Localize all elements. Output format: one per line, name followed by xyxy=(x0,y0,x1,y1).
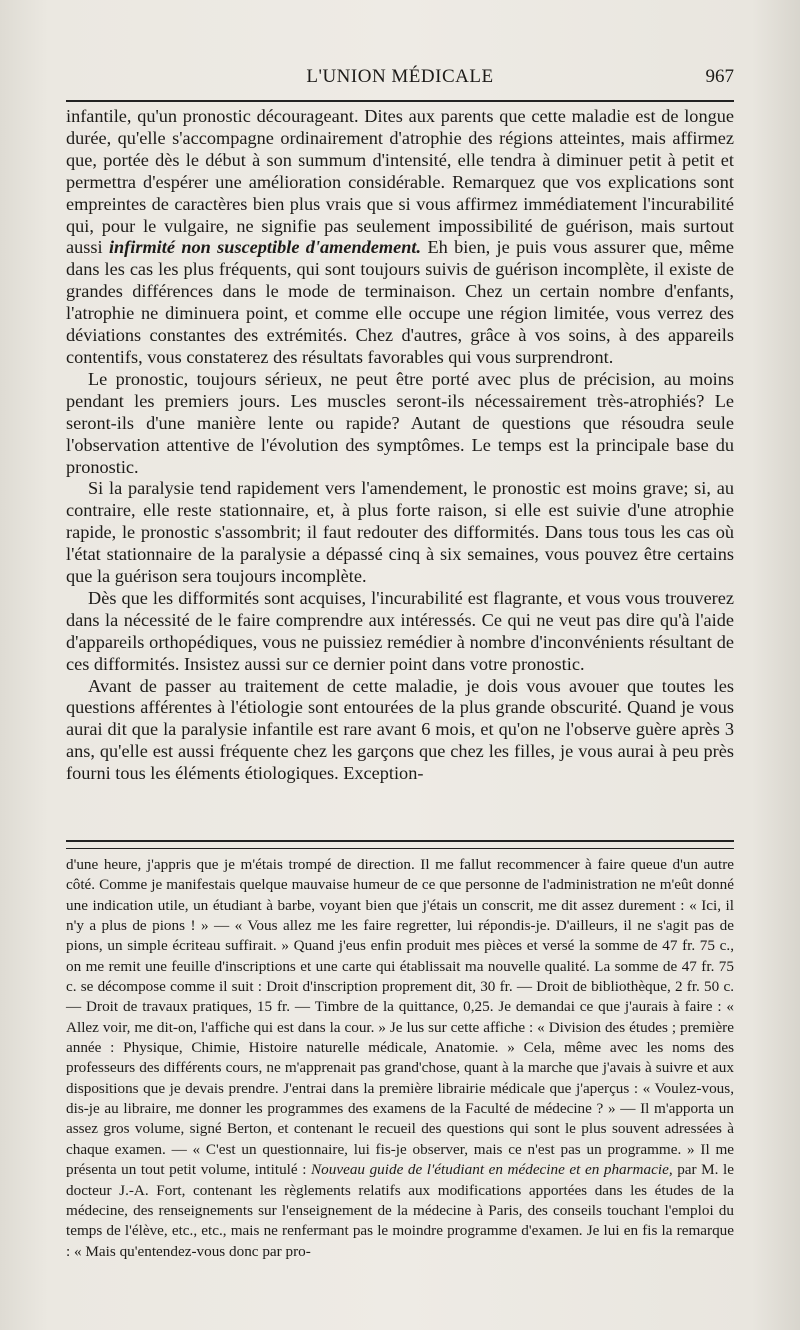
book-title: Nouveau guide de l'étudiant en médecine et en pharmacie, xyxy=(311,1161,673,1179)
feuilleton-separator xyxy=(66,840,734,849)
paragraph-prognosis-precision: Le pronostic, toujours sérieux, ne peut être porté avec plus de précision, au moins pendant les premiers jours. Les muscles seront-ils nécessairement très-atrophiés? Le seront-ils d'une manière lente ou rapide? Autant de questions que résoudra seule l'observation attentive de l'évolution des symptômes. Le temps est la principale base du pronostic. xyxy=(66,368,734,477)
paragraph-prognosis-intro xyxy=(66,106,734,369)
paragraph-text: par M. le docteur J.-A. Fort, contenant les règlements relatifs aux modifications apportées dans les études de la médecine, des renseignements sur l'enseignement de la médecine à Paris, des conseils touchant l'emploi du temps de l'élève, etc., etc., mais ne renfermant pas le moindre programme d'examen. Je lui en fis la remarque : « Mais qu'entendez-vous donc par pro- xyxy=(66,1161,734,1260)
paragraph-deformities: Dès que les difformités sont acquises, l'incurabilité est flagrante, et vous vous trouverez dans la nécessité de le faire comprendre aux intéressés. Ce qui ne veut pas dire qu'à l'aide d'appareils orthopédiques, vous ne puissiez remédier à nombre d'inconvénients résultant de ces difformités. Insistez aussi sur ce dernier point dans votre pronostic. xyxy=(66,587,734,674)
main-article-text xyxy=(66,106,734,785)
page-header xyxy=(66,62,734,96)
page-number: 967 xyxy=(705,66,734,87)
running-title: L'UNION MÉDICALE xyxy=(306,66,494,87)
feuilleton-text xyxy=(66,855,734,1262)
italic-phrase: infirmité non susceptible d'amendement. xyxy=(108,237,422,258)
feuilleton-paragraph xyxy=(66,855,734,1262)
paragraph-text: infantile, qu'un pronostic décourageant. Dites aux parents que cette maladie est de longue durée, qu'elle s'accompagne ordinairement d'atrophie des régions atteintes, mais affirmez que, portée dès le début à son summum d'intensité, elle tendra à diminuer petit à petit et permettra d'espérer une amélioration considérable. Remarquez que vos explications sont empreintes de caractères bien plus vrais que si vous affirmez immédiatement l'incurabilité qui, pour le vulgaire, ne signifie pas seulement impossibilité de guérison, mais surtout aussi xyxy=(66,106,734,258)
paragraph-text: Eh bien, je puis vous assurer que, même dans les cas les plus fréquents, qui sont toujours suivis de guérison incomplète, il existe de grandes différences dans le mode de terminaison. Chez un certain nombre d'enfants, l'atrophie ne diminuera point, et comme elle occupe une région limitée, vous verrez des déviations constantes des extrémités. Chez d'autres, grâce à vos soins, à des appareils contentifs, vous constaterez des résultats favorables qui vous surprendront. xyxy=(66,237,734,367)
paragraph-paralysis-course: Si la paralysie tend rapidement vers l'amendement, le pronostic est moins grave; si, au contraire, elle reste stationnaire, et, à plus forte raison, si elle est suivie d'une atrophie rapide, le pronostic s'assombrit; il faut redouter des difformités. Dans tous tous les cas où l'état stationnaire de la paralysie a dépassé cinq à six semaines, vous pouvez être certains que la guérison sera toujours incomplète. xyxy=(66,478,734,587)
header-rule xyxy=(66,100,734,102)
paragraph-etiology: Avant de passer au traitement de cette maladie, je dois vous avouer que toutes les questions afférentes à l'étiologie sont entourées de la plus grande obscurité. Quand je vous aurai dit que la paralysie infantile est rare avant 6 mois, et qu'on ne l'observe guère après 3 ans, qu'elle est aussi fréquente chez les garçons que chez les filles, je vous aurai à peu près fourni tous les éléments étiologiques. Exception- xyxy=(66,675,734,784)
paragraph-text: d'une heure, j'appris que je m'étais trompé de direction. Il me fallut recommencer à faire queue d'un autre côté. Comme je manifestais quelque mauvaise humeur de ce que personne de l'administration ne m'eût donné une indication utile, un étudiant à barbe, voyant bien que j'étais un conscrit, me dit assez durement : « Ici, il n'y a plus de pions ! » — « Vous allez me les faire regretter, lui répondis-je. D'ailleurs, il ne s'agit pas de pions, un simple écriteau suffirait. » Quand j'eus enfin produit mes pièces et versé la somme de 47 fr. 75 c., on me remit une feuille d'inscriptions et une carte qui établissait ma nouvelle qualité. La somme de 47 fr. 75 c. se décompose comme il suit : Droit d'inscription proprement dit, 30 fr. — Droit de bibliothèque, 2 fr. 50 c. — Droit de travaux pratiques, 15 fr. — Timbre de la quittance, 0,25. Je demandai ce que j'aurais à faire : « Allez voir, me dit-on, l'affiche qui est dans la cour. » Je lus sur cette affiche : « Division des études ; première année : Physique, Chimie, Histoire naturelle médicale, Anatomie. » Cela, même avec les noms des professeurs des différents cours, ne m'apprenait pas grand'chose, quant à la marche que j'avais à suivre et aux dispositions que je devais prendre. J'entrai dans la première librairie médicale que j'aperçus : « Voulez-vous, dis-je au libraire, me donner les programmes des examens de la Faculté de médecine ? » — Il m'apporta un assez gros volume, signé Berton, et contenant le recueil des questions qui sont le plus souvent adressées à chaque examen. — « C'est un questionnaire, lui fis-je observer, mais ce n'est pas un programme. » Il me présenta un tout petit volume, intitulé : xyxy=(66,856,734,1179)
